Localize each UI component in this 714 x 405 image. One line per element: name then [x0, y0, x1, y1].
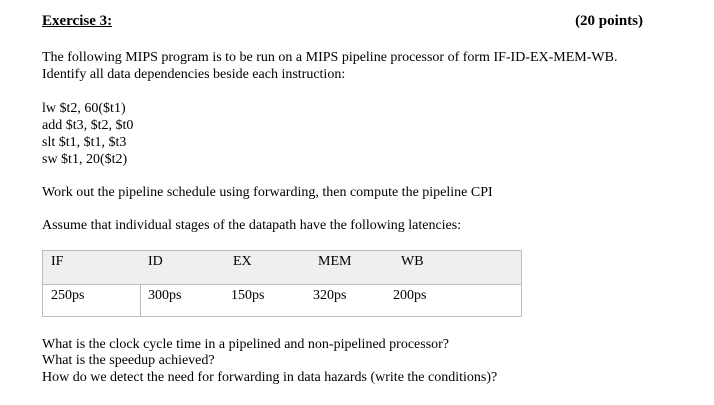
- header-wb: WB: [401, 254, 424, 269]
- question-1: What is the clock cycle time in a pipelined and non-pipelined processor?: [42, 337, 450, 352]
- value-mem: 320ps: [313, 288, 347, 303]
- exercise-title: Exercise 3:: [42, 13, 113, 29]
- exercise-points: (20 points): [575, 13, 643, 29]
- header-mem: MEM: [318, 254, 352, 269]
- latency-table: [42, 250, 522, 317]
- value-if: 250ps: [51, 288, 85, 303]
- program-line-4: sw $t1, 20($t2): [42, 152, 128, 167]
- program-line-2: add $t3, $t2, $t0: [42, 118, 134, 133]
- task-text: Work out the pipeline schedule using forwarding, then compute the pipeline CPI: [42, 185, 493, 200]
- intro-line-1: The following MIPS program is to be run on a MIPS pipeline processor of form IF-ID-EX-MEM-WB.: [42, 50, 618, 65]
- latency-table-header: [43, 251, 521, 285]
- question-2: What is the speedup achieved?: [42, 353, 215, 368]
- question-3: How do we detect the need for forwarding in data hazards (write the conditions)?: [42, 370, 498, 385]
- latency-table-row: [43, 285, 521, 317]
- value-wb: 200ps: [393, 288, 427, 303]
- value-ex: 150ps: [231, 288, 265, 303]
- program-line-1: lw $t2, 60($t1): [42, 101, 126, 116]
- header-if: IF: [51, 254, 64, 269]
- value-id: 300ps: [148, 288, 182, 303]
- header-ex: EX: [233, 254, 252, 269]
- header-id: ID: [148, 254, 163, 269]
- assumption-text: Assume that individual stages of the datapath have the following latencies:: [42, 218, 462, 233]
- intro-line-2: Identify all data dependencies beside each instruction:: [42, 67, 346, 82]
- program-line-3: slt $t1, $t1, $t3: [42, 135, 127, 150]
